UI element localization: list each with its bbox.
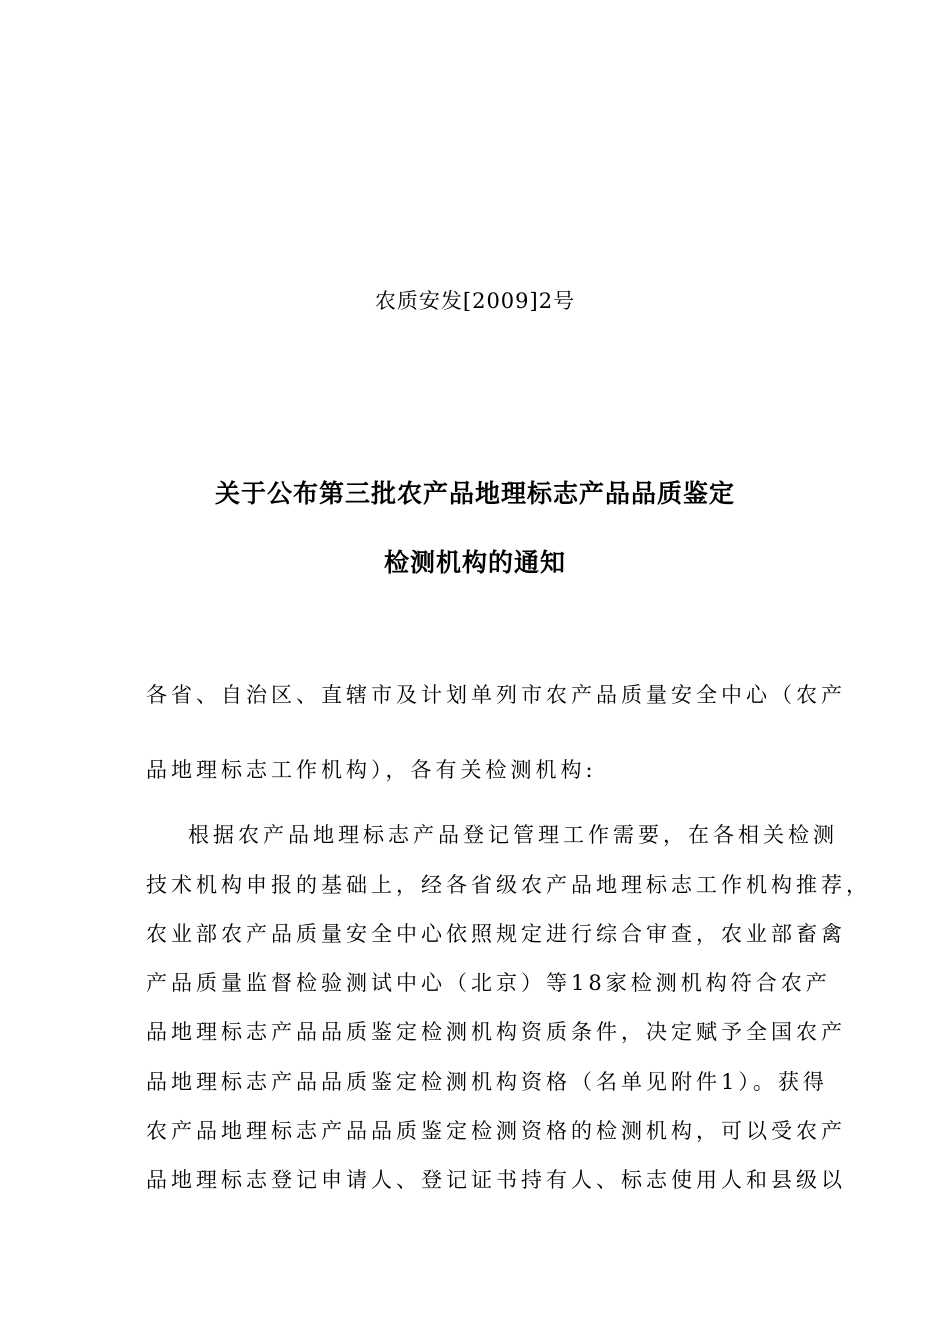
- body-line-8: 品地理标志登记申请人、登记证书持有人、标志使用人和县级以: [146, 1168, 846, 1192]
- body-line-1: 根据农产品地理标志产品登记管理工作需要，在各相关检测: [188, 823, 838, 847]
- body-line-5: 品地理标志产品品质鉴定检测机构资质条件，决定赋予全国农产: [146, 1020, 846, 1044]
- body-line-4: 产品质量监督检验测试中心（北京）等18家检测机构符合农产: [146, 971, 831, 995]
- document-number: 农质安发[2009]2号: [374, 289, 576, 313]
- salutation-line-1: 各省、自治区、直辖市及计划单列市农产品质量安全中心（农产: [146, 683, 846, 707]
- document-title-line-1: 关于公布第三批农产品地理标志产品品质鉴定: [214, 479, 735, 508]
- body-line-6: 品地理标志产品品质鉴定检测机构资格（名单见附件1）。获得: [146, 1070, 828, 1094]
- body-line-7: 农产品地理标志产品品质鉴定检测资格的检测机构，可以受农产: [146, 1119, 846, 1143]
- body-line-3: 农业部农产品质量安全中心依照规定进行综合审查，农业部畜禽: [146, 922, 846, 946]
- salutation-line-2: 品地理标志工作机构），各有关检测机构:: [146, 758, 597, 782]
- body-line-2: 技术机构申报的基础上，经各省级农产品地理标志工作机构推荐，: [146, 873, 871, 897]
- document-title-line-2: 检测机构的通知: [383, 548, 566, 577]
